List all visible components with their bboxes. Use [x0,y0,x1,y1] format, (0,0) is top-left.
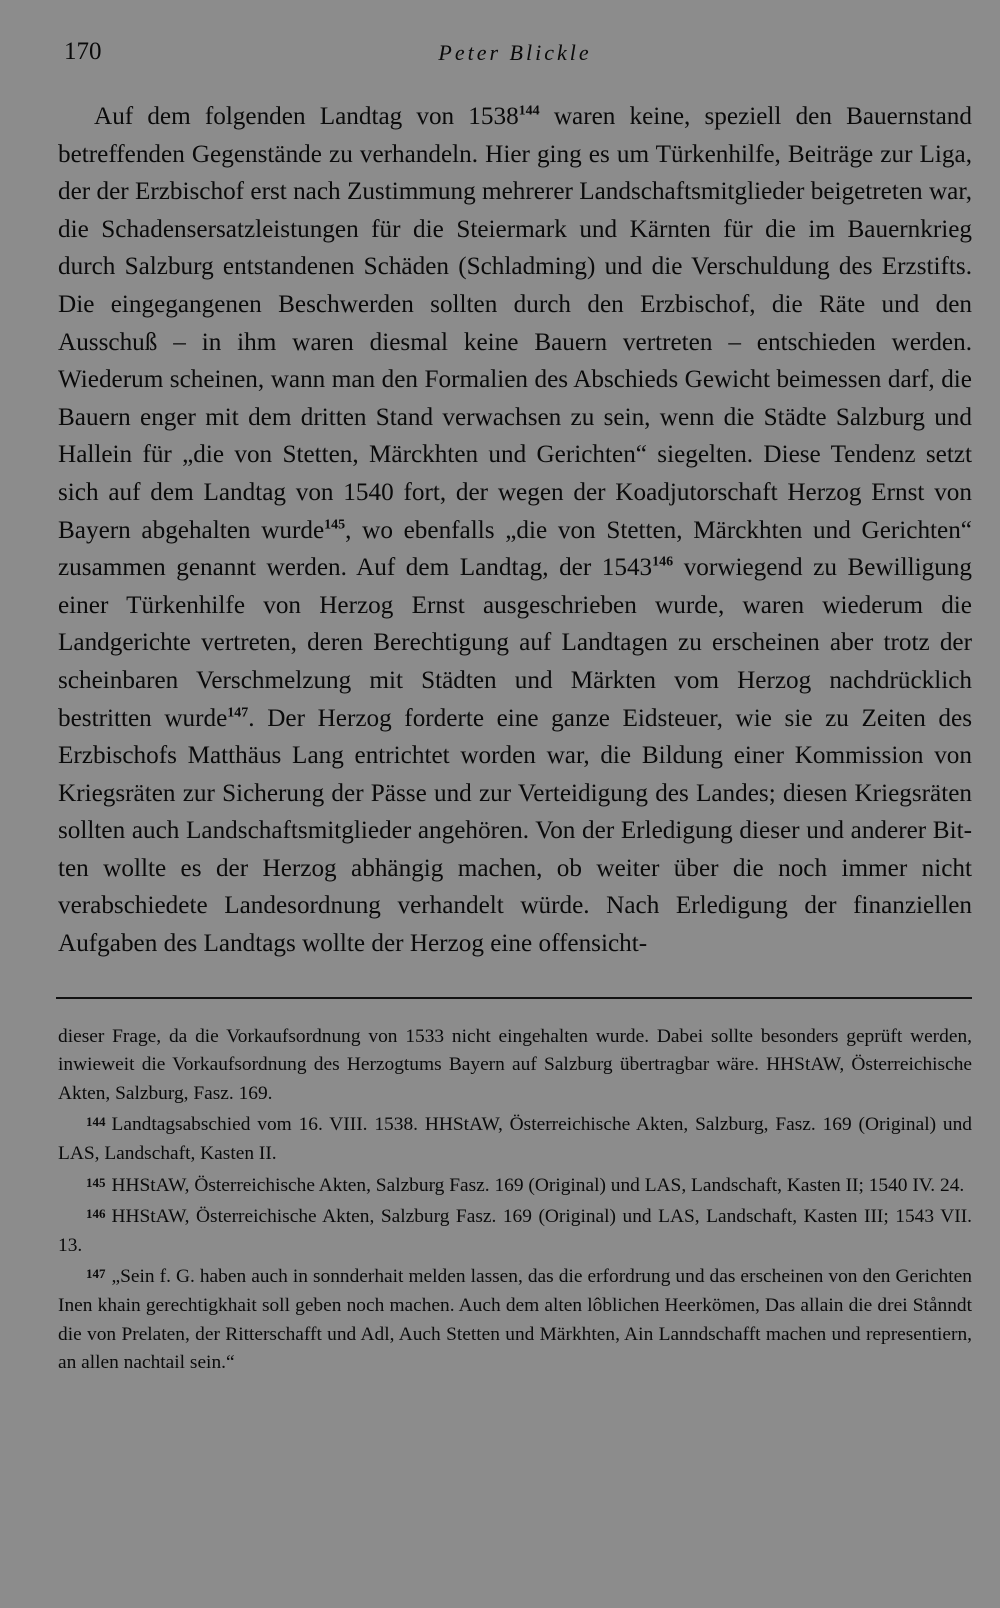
footnote-text: HHStAW, Österreichische Akten, Salzburg Fasz. 169 (Original) und LAS, Landschaft, Kasten II; 1540 IV. 24. [111,1174,965,1196]
paragraph-segment-1: Auf dem folgenden Landtag von 1538 [94,103,519,130]
paragraph-segment-3: , wo ebenfalls „die von Stetten, Märckhten und Gerichten“ zusammen genannt werden. Auf dem Landtag, der 1543 [58,516,972,582]
book-page [58,38,972,1378]
footnote-number: 144 [86,1114,106,1130]
footnote-number: 146 [86,1206,106,1222]
footnote-ref-145: 145 [324,517,346,533]
body-text [58,98,972,963]
footnote-ref-146: 146 [652,554,674,570]
footnote-number: 147 [86,1266,106,1282]
footnote-divider [56,997,972,999]
main-paragraph [58,98,972,963]
footnote-ref-147: 147 [227,705,249,721]
paragraph-segment-2: waren keine, speziell den Bauernstand betreffenden Gegenstände zu verhandeln. Hier ging es um Türkenhilfe, Beiträge zur Liga, der der Erzbischof erst nach Zustimmung mehrerer Landschaftsmitglieder beigetreten war, die Schadensersatzleistungen für die Steiermark und Kärnten für die im Bauernkrieg durch Salzburg entstandenen Schäden (Schladming) und die Verschuldung des Erzstifts. Die eingegangenen Beschwerden sollten durch den Erzbischof, die Räte und den Ausschuß – in ihm waren diesmal keine Bauern vertreten – entschieden werden. Wiederum scheinen, wann man den Formalien des Abschieds Gewicht beimessen darf, die Bauern enger mit dem dritten Stand verwachsen zu sein, wenn die Städte Salzburg und Hallein für „die von Stetten, Märckhten und Gerichten“ siegelten. Diese Tendenz setzt sich auf dem Landtag von 1540 fort, der wegen der Koadjutorschaft Herzog Ernst von Bayern abgehalten wurde [58,103,972,544]
footnote-ref-144: 144 [518,103,540,119]
running-title: Peter Blickle [438,40,592,65]
footnote-144 [58,1108,972,1168]
paragraph-segment-4: vorwiegend zu Bewilligung einer Türkenhilfe von Herzog Ernst ausgeschrieben wurde, waren wiederum die Landgerichte vertreten, deren Berechtigung auf Landtagen zu erscheinen aber trotz der scheinbaren Verschmelzung mit Städten und Märkten vom Herzog nachdrücklich bestritten wurde [58,554,972,732]
footnote-text: HHStAW, Österreichische Akten, Salzburg Fasz. 169 (Original) und LAS, Landschaft, Kasten III; 1543 VII. 13. [58,1206,972,1256]
footnote-number: 145 [86,1174,106,1190]
footnote-text: Landtagsabschied vom 16. VIII. 1538. HHStAW, Österreichische Akten, Salzburg, Fasz. 169 (Original) und LAS, Landschaft, Kasten II. [58,1114,972,1165]
footnote-147 [58,1260,972,1377]
footnote-text: „Sein f. G. haben auch in sonnderhait melden lassen, das die erfordrung und das erscheinen von den Gerichten Inen khain gerechtigkhait soll geben noch machen. Auch dem alten lôblichen Heerkömen, Das allain die drei Stånndt die von Prelaten, der Ritterschafft und Adl, Auch Stetten und Märkhten, Ain Lanndschafft machen und representiern, an allen nachtail sein.“ [58,1266,972,1374]
page-header [58,38,972,72]
page-number: 170 [64,38,102,65]
footnote-continued: dieser Frage, da die Vorkaufsordnung von 1533 nicht eingehalten wurde. Dabei sollte besonders geprüft werden, inwieweit die Vorkaufsordnung des Herzogtums Bayern auf Salzburg übertragbar wäre. HHStAW, Österreichische Akten, Salzburg, Fasz. 169. [58,1025,972,1104]
footnotes [58,1023,972,1378]
footnote-146 [58,1200,972,1260]
footnote-145 [58,1169,972,1201]
paragraph-segment-5: . Der Herzog forderte eine ganze Eidsteuer, wie sie zu Zeiten des Erzbischofs Matthäus Lang entrichtet worden war, die Bildung einer Kommission von Kriegsräten zur Sicherung der Pässe und zur Verteidigung des Landes; diesen Kriegsräten sollten auch Landschaftsmitglieder angehören. Von der Erledigung dieser und anderer Bitten wollte es der Herzog abhängig machen, ob weiter über die noch immer nicht verabschiedete Landesordnung verhandelt würde. Nach Erledigung der finanziellen Aufgaben des Landtags wollte der Herzog eine offensicht- [58,704,973,958]
